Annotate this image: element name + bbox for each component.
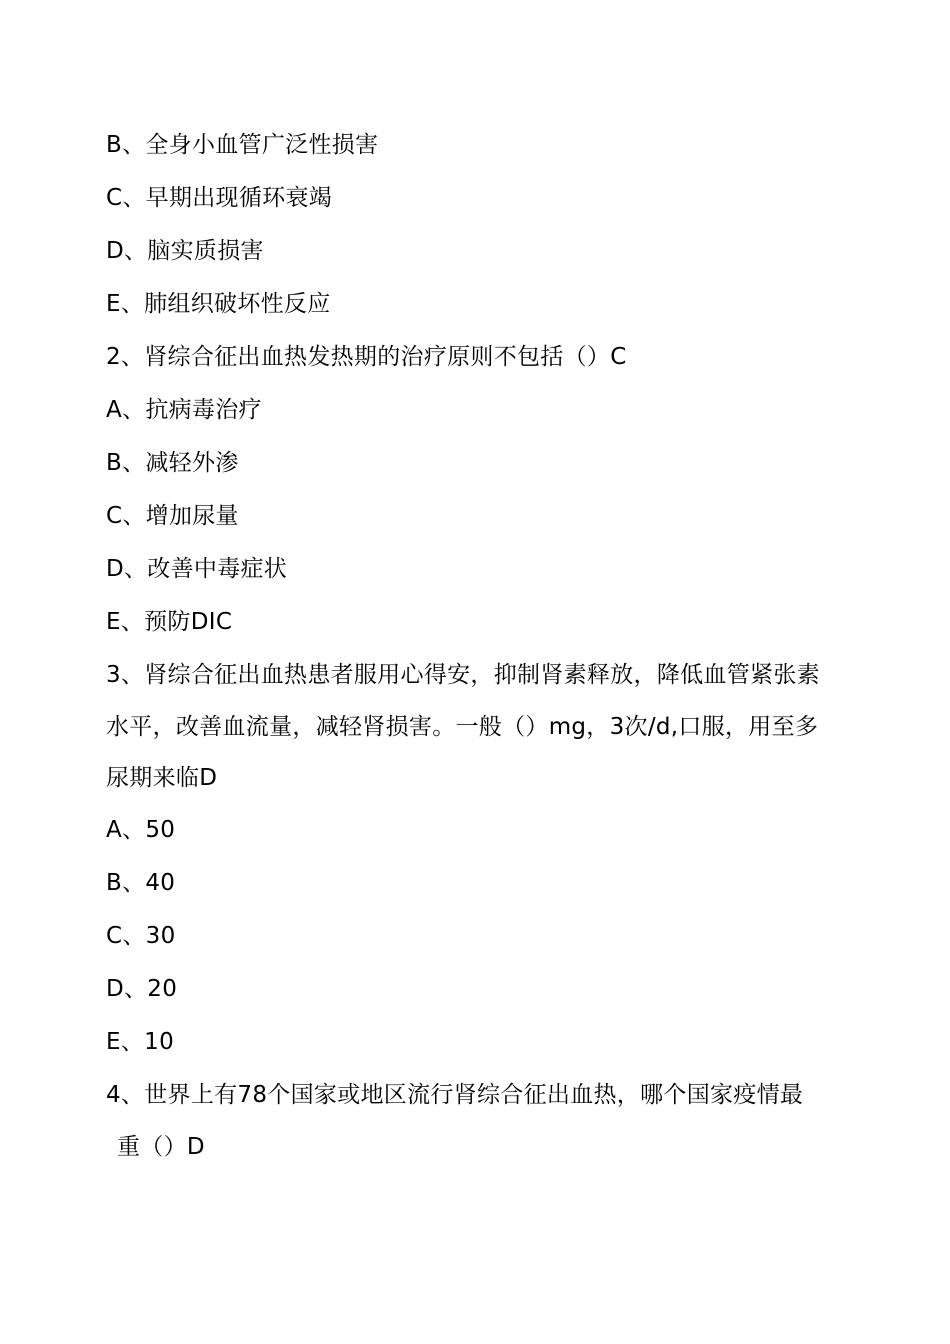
option-e-line: E、肺组织破坏性反应 xyxy=(106,291,331,317)
question-4-line-2: 重（）D xyxy=(117,1134,205,1160)
option-b-line: B、减轻外渗 xyxy=(106,450,239,476)
option-e-line: E、10 xyxy=(106,1029,174,1055)
option-d-line: D、20 xyxy=(106,976,178,1002)
question-3-line-3: 尿期来临D xyxy=(106,765,218,791)
question-3-line-1: 3、肾综合征出血热患者服用心得安，抑制肾素释放，降低血管紧张素 xyxy=(106,662,820,688)
option-c-line: C、增加尿量 xyxy=(106,503,239,529)
option-d-line: D、改善中毒症状 xyxy=(106,556,288,582)
option-e-line: E、预防DIC xyxy=(106,609,233,635)
option-a-line: A、50 xyxy=(106,817,176,843)
question-3-line-2: 水平，改善血流量，减轻肾损害。一般（）mg，3次/d,口服，用至多 xyxy=(106,714,819,740)
option-a-line: A、抗病毒治疗 xyxy=(106,397,262,423)
question-4-line-1: 4、世界上有78个国家或地区流行肾综合征出血热，哪个国家疫情最 xyxy=(106,1082,804,1108)
option-d-line: D、脑实质损害 xyxy=(106,238,264,264)
question-2-line: 2、肾综合征出血热发热期的治疗原则不包括（）C xyxy=(106,344,627,370)
option-c-line: C、早期出现循环衰竭 xyxy=(106,185,333,211)
option-b-line: B、全身小血管广泛性损害 xyxy=(106,132,379,158)
option-b-line: B、40 xyxy=(106,870,176,896)
option-c-line: C、30 xyxy=(106,923,176,949)
